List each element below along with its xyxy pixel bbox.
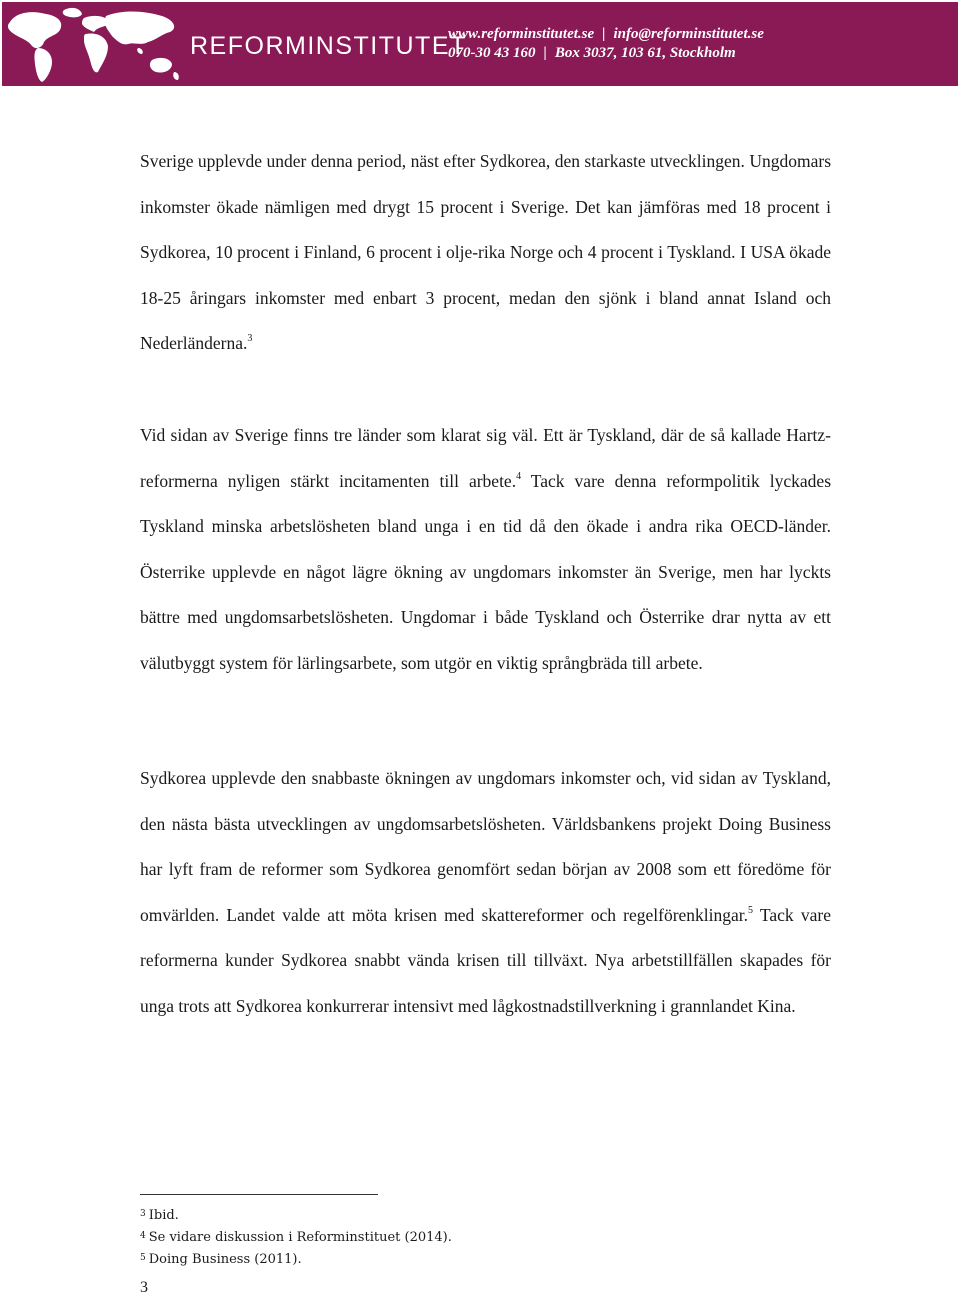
contact-line-web (448, 26, 948, 43)
footnote-divider (140, 1194, 378, 1195)
footnote-text: Doing Business (2011). (148, 1252, 302, 1267)
body-paragraph-1 (140, 139, 831, 367)
postal-address: Box 3037, 103 61, Stockholm (554, 45, 736, 61)
footnote-4 (140, 1226, 452, 1248)
contact-separator: | (543, 45, 547, 61)
footnote-3 (140, 1204, 452, 1226)
footnote-ref-4[interactable]: 4 (516, 470, 522, 482)
website-link[interactable]: www.reforminstitutet.se (448, 26, 595, 42)
paragraph-text: Tack vare reformerna kunder Sydkorea snabbt vända krisen till tillväxt. Nya arbetstillfällen skapades för unga trots att Sydkorea konkurrerar intensivt med lågkostnadstillverkning i grannlandet Kina. (140, 904, 831, 1016)
footnote-5 (140, 1248, 452, 1270)
body-paragraph-2 (140, 413, 831, 687)
email-link[interactable]: info@reforminstitutet.se (613, 26, 764, 42)
world-map-icon (2, 2, 182, 86)
footnote-ref-5[interactable]: 5 (748, 904, 754, 916)
header-banner (2, 2, 958, 86)
paragraph-text: Vid sidan av Sverige finns tre länder som klarat sig väl. Ett är Tyskland, där de så kallade Hartz-reformerna nyligen stärkt incitamenten till arbete. (140, 425, 831, 491)
paragraph-text: Tack vare denna reformpolitik lyckades Tyskland minska arbetslösheten bland unga i en tid då den ökade i andra rika OECD-länder. Österrike upplevde en något lägre ökning av ungdomars inkomster än Sverige, men har lyckts bättre med ungdomsarbetslösheten. Ungdomar i både Tyskland och Österrike drar nytta av ett välutbyggt system för lärlingsarbete, som utgör en viktig språngbräda till arbete. (140, 470, 832, 673)
contact-separator: | (602, 26, 606, 42)
paragraph-text: Sydkorea upplevde den snabbaste ökningen av ungdomars inkomster och, vid sidan av Tyskland, den nästa bästa utvecklingen av ungdomsarbetslösheten. Världsbankens projekt Doing Business har lyft fram de reformer som Sydkorea genomfört sedan början av 2008 som ett föredöme för omvärlden. Landet valde att möta krisen med skattereformer och regelförenklingar. (140, 768, 831, 925)
footnote-number: 4 (140, 1231, 146, 1241)
body-paragraph-3 (140, 756, 831, 1030)
contact-line-postal (448, 45, 948, 62)
footnote-ref-3[interactable]: 3 (247, 333, 253, 345)
footnote-number: 3 (140, 1209, 146, 1219)
page-number: 3 (140, 1279, 148, 1296)
paragraph-text: Sverige upplevde under denna period, näst efter Sydkorea, den starkaste utvecklingen. Ungdomars inkomster ökade nämligen med drygt 15 procent i Sverige. Det kan jämföras med 18 procent i Sydkorea, 10 procent i Finland, 6 procent i olje-rika Norge och 4 procent i Tyskland. I USA ökade 18-25 åringars inkomster med enbart 3 procent, medan den sjönk i bland annat Island och Nederländerna. (140, 151, 831, 354)
footnotes (140, 1204, 452, 1270)
footnote-text: Se vidare diskussion i Reforminstituet (2014). (148, 1230, 452, 1245)
footnote-text: Ibid. (148, 1208, 179, 1223)
brand-name: REFORMINSTITUTET (190, 32, 467, 60)
phone-number: 070-30 43 160 (448, 45, 536, 61)
footnote-number: 5 (140, 1253, 146, 1263)
